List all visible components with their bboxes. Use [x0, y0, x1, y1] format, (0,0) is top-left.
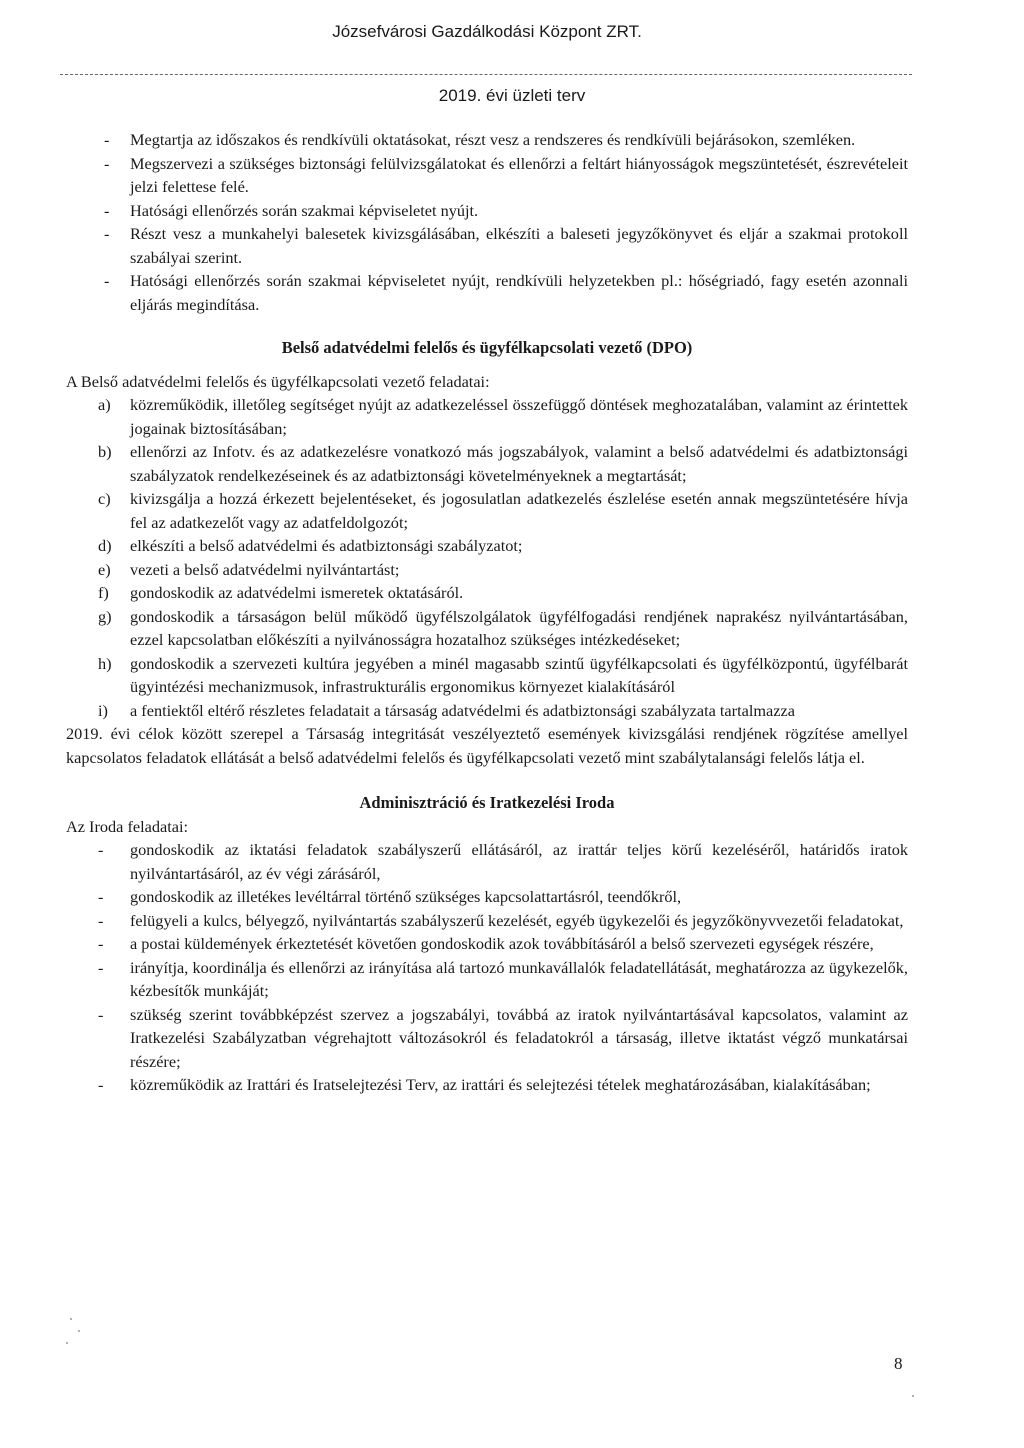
dpo-closing-paragraph: 2019. évi célok között szerepel a Társaság integritását veszélyeztető események kivizsgálási rendjének rögzítése amellyel kapcsolatos feladatok ellátását a belső adatvédelmi felelős és ügyfélkapcsolati vezető mint szabálytalansági felelős látja el. — [66, 724, 908, 767]
list-item — [66, 393, 908, 440]
item-text: gondoskodik a társaságon belül működő ügyfélszolgálatok ügyfélfogadási rendjének naprakész nyilvántartásában, ezzel kapcsolatban előkészíti a nyilvánosságra hozatalhoz szükséges intézkedéseket; — [130, 606, 908, 649]
item-text: a fentiektől eltérő részletes feladatait a társaság adatvédelmi és adatbiztonsági szabályzata tartalmazza — [130, 700, 795, 720]
item-label: b) — [98, 442, 112, 461]
item-text: gondoskodik a szervezeti kultúra jegyében a minél magasabb szintű ügyfélkapcsolati és ügyfélközpontú, ügyfélbarát ügyintézési mechanizmusok, infrastrukturális ergonomikus környezet kialakításáról — [130, 653, 908, 696]
section-heading-admin: Adminisztráció és Iratkezelési Iroda — [359, 793, 615, 812]
item-label: g) — [98, 606, 112, 626]
list-item: - gondoskodik az iktatási feladatok szabályszerű ellátásáról, az irattár teljes körű kezeléséről, határidős iratok nyilvántartásáról, az év végi zárásáról, — [66, 838, 908, 885]
admin-intro: Az Iroda feladatai: — [66, 816, 189, 836]
list-item — [66, 581, 908, 605]
page-header — [60, 20, 914, 44]
admin-task-list — [66, 838, 908, 1097]
item-text: gondoskodik az adatvédelmi ismeretek oktatásáról. — [130, 583, 464, 602]
dpo-intro: A Belső adatvédelmi felelős és ügyfélkapcsolati vezető feladatai: — [66, 371, 490, 391]
list-item — [66, 699, 908, 723]
scan-speck — [66, 1342, 68, 1344]
company-name: Józsefvárosi Gazdálkodási Központ ZRT. — [332, 22, 642, 41]
list-item: - a postai küldemények érkeztetését követően gondoskodik azok továbbításáról a belső szervezeti egységek részére, — [66, 932, 908, 956]
scan-speck — [912, 1395, 914, 1397]
item-text: vezeti a belső adatvédelmi nyilvántartást; — [130, 559, 400, 579]
item-text: elkészíti a belső adatvédelmi és adatbiztonsági szabályzatot; — [130, 536, 523, 555]
item-label: d) — [98, 536, 112, 555]
item-label: e) — [98, 559, 111, 579]
item-label: f) — [98, 583, 109, 602]
list-item — [66, 558, 908, 582]
scan-speck — [78, 1330, 80, 1332]
list-item: - szükség szerint továbbképzést szervez a jogszabályi, továbbá az iratok nyilvántartásával kapcsolatos, valamint az Iratkezelési Szabályzatban végrehajtott változásokról és feladatokról a társaság, illetve iktatást végző munkatársai részére; — [66, 1003, 908, 1074]
list-item — [66, 605, 908, 652]
item-text: ellenőrzi az Infotv. és az adatkezelésre vonatkozó más jogszabályok, valamint a belső adatvédelmi és adatbiztonsági szabályzatok rendelkezéseinek és az adatbiztonsági követelményeknek a megtartását; — [130, 442, 908, 485]
list-item: - gondoskodik az illetékes levéltárral történő szükséges kapcsolattartásról, teendőkről, — [66, 885, 908, 909]
item-label: h) — [98, 653, 112, 673]
intro-list — [66, 128, 908, 316]
list-item: - közreműködik az Irattári és Iratselejtezési Terv, az irattári és selejtezési tételek meghatározásában, kialakításában; — [66, 1073, 908, 1097]
section-heading-dpo: Belső adatvédelmi felelős és ügyfélkapcsolati vezető (DPO) — [281, 338, 693, 357]
item-label: i) — [98, 700, 108, 720]
item-label: c) — [98, 489, 111, 508]
list-item: - Megszervezi a szükséges biztonsági felülvizsgálatokat és ellenőrzi a feltárt hiányosságok megszüntetését, észrevételeit jelzi felettese felé. — [66, 152, 908, 199]
document-title: 2019. évi üzleti terv — [438, 86, 586, 105]
list-item: - Hatósági ellenőrzés során szakmai képviseletet nyújt, rendkívüli helyzetekben pl.: hőségriadó, fagy esetén azonnali eljárás megindítása. — [66, 269, 908, 316]
item-text: kivizsgálja a hozzá érkezett bejelentéseket, és jogosulatlan adatkezelés észlelése esetén annak megszüntetésére hívja fel az adatkezelőt vagy az adatfeldolgozót; — [130, 489, 908, 532]
list-item: - Megtartja az időszakos és rendkívüli oktatásokat, részt vesz a rendszeres és rendkívüli bejárásokon, szemléken. — [66, 128, 908, 152]
list-item — [66, 487, 908, 534]
header-divider — [60, 74, 912, 75]
list-item: - irányítja, koordinálja és ellenőrzi az irányítása alá tartozó munkavállalók feladatellátását, meghatározza az ügykezelők, kézbesítők munkáját; — [66, 956, 908, 1003]
dpo-task-list — [66, 393, 908, 722]
list-item — [66, 652, 908, 699]
item-text: közreműködik, illetőleg segítséget nyújt az adatkezeléssel összefüggő döntések meghozatalában, valamint az érintettek jogainak biztosításában; — [130, 395, 908, 438]
page-number: 8 — [894, 1354, 903, 1373]
item-label: a) — [98, 395, 111, 414]
list-item: - Részt vesz a munkahelyi balesetek kivizsgálásában, elkészíti a baleseti jegyzőkönyvet és eljár a szakmai protokoll szabályai szerint. — [66, 222, 908, 269]
list-item: - Hatósági ellenőrzés során szakmai képviseletet nyújt. — [66, 199, 908, 223]
scan-speck — [70, 1318, 72, 1320]
list-item: - felügyeli a kulcs, bélyegző, nyilvántartás szabályszerű kezelését, egyéb ügykezelői és jegyzőkönyvvezetői feladatokat, — [66, 909, 908, 933]
list-item — [66, 534, 908, 558]
list-item — [66, 440, 908, 487]
document-body — [66, 128, 908, 1097]
